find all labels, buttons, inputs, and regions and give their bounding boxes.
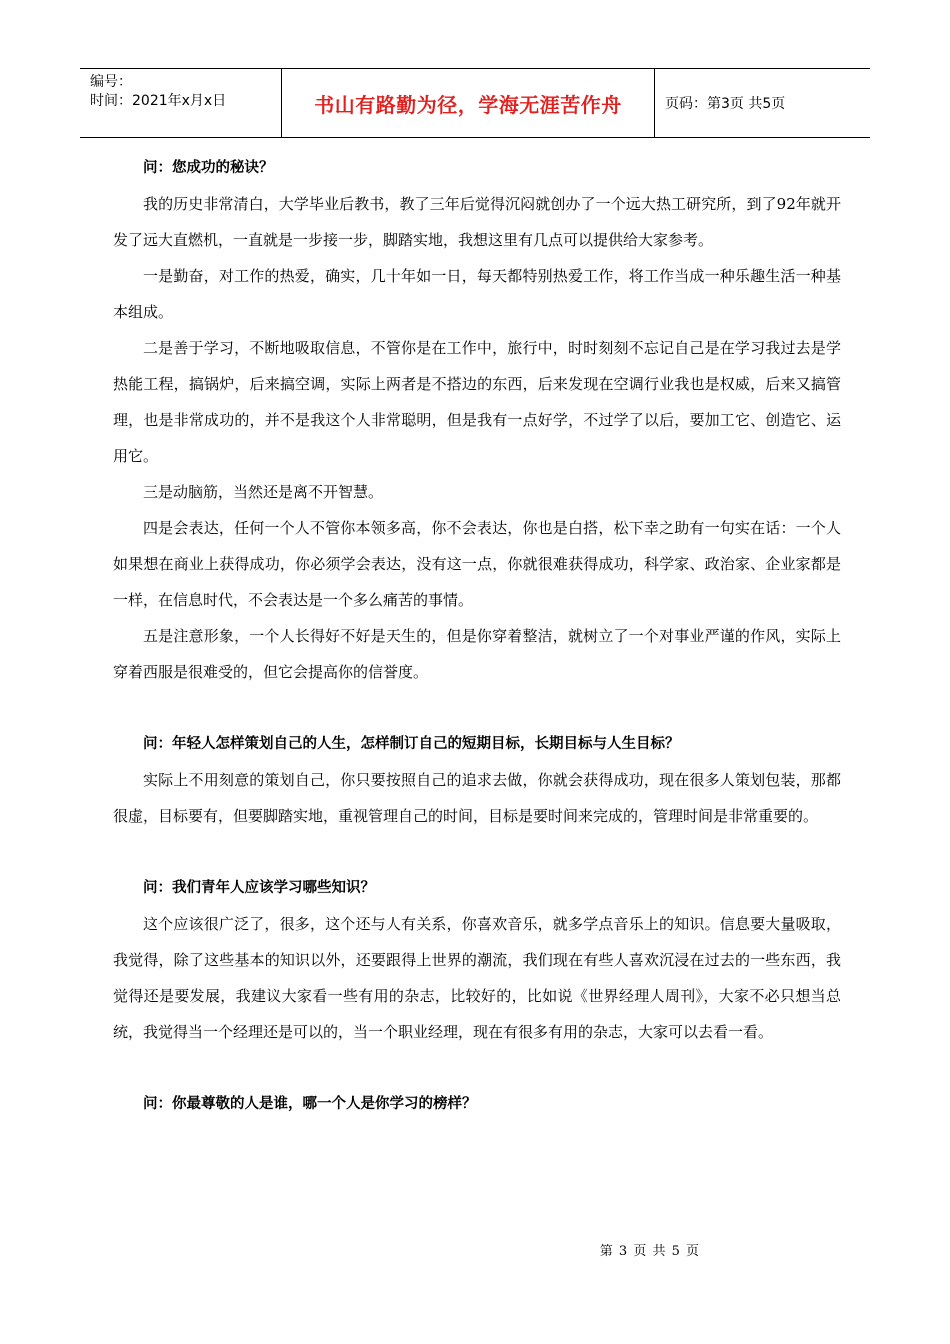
paragraph: 实际上不用刻意的策划自己，你只要按照自己的追求去做，你就会获得成功，现在很多人策划包装，那都很虚，目标要有，但要脚踏实地，重视管理自己的时间，目标是要时间来完成的，管理时间是非常重要的。 — [113, 771, 841, 825]
page-header — [80, 68, 870, 138]
number-label: 编号： — [90, 74, 132, 90]
question-3: 问：我们青年人应该学习哪些知识？ — [143, 880, 375, 896]
paragraph: 这个应该很广泛了，很多，这个还与人有关系，你喜欢音乐，就多学点音乐上的知识。信息要大量吸取，我觉得，除了这些基本的知识以外，还要跟得上世界的潮流，我们现在有些人喜欢沉浸在过去的一些东西，我觉得还是要发展，我建议大家看一些有用的杂志，比较好的，比如说《世界经理人周刊》，大家不必只想当总统，我觉得当一个经理还是可以的，当一个职业经理，现在有很多有用的杂志，大家可以去看一看。 — [113, 915, 841, 1041]
section-gap — [113, 1050, 841, 1086]
section-gap — [113, 690, 841, 726]
question-2: 问：年轻人怎样策划自己的人生，怎样制订自己的短期目标，长期目标与人生目标？ — [143, 736, 680, 752]
question-1: 问：您成功的秘诀？ — [143, 160, 274, 176]
document-body — [113, 150, 841, 1122]
paragraph: 三是动脑筋，当然还是离不开智慧。 — [143, 483, 384, 501]
section-gap — [113, 834, 841, 870]
page-footer: 第 3 页 共 5 页 — [599, 1244, 700, 1259]
header-page-label: 页码：第3页 共5页 — [665, 96, 786, 112]
paragraph: 一是勤奋，对工作的热爱，确实，几十年如一日，每天都特别热爱工作，将工作当成一种乐趣生活一种基本组成。 — [113, 267, 841, 321]
paragraph: 我的历史非常清白，大学毕业后教书，教了三年后觉得沉闷就创办了一个远大热工研究所，到了92年就开发了远大直燃机，一直就是一步接一步，脚踏实地，我想这里有几点可以提供给大家参考。 — [113, 195, 841, 249]
header-meta — [80, 69, 282, 137]
paragraph: 二是善于学习，不断地吸取信息，不管你是在工作中，旅行中，时时刻刻不忘记自己是在学习我过去是学热能工程，搞锅炉，后来搞空调，实际上两者是不搭边的东西，后来发现在空调行业我也是权威，后来又搞管理，也是非常成功的，并不是我这个人非常聪明，但是我有一点好学，不过学了以后，要加工它、创造它、运用它。 — [113, 339, 841, 465]
question-4: 问：你最尊敬的人是谁，哪一个人是你学习的榜样？ — [143, 1096, 477, 1112]
paragraph: 五是注意形象，一个人长得好不好是天生的，但是你穿着整洁，就树立了一个对事业严谨的作风，实际上穿着西服是很难受的，但它会提高你的信誉度。 — [113, 627, 841, 681]
header-slogan: 书山有路勤为径，学海无涯苦作舟 — [282, 69, 655, 137]
paragraph: 四是会表达，任何一个人不管你本领多高，你不会表达，你也是白搭，松下幸之助有一句实在话：一个人如果想在商业上获得成功，你必须学会表达，没有这一点，你就很难获得成功，科学家、政治家、企业家都是一样，在信息时代，不会表达是一个多么痛苦的事情。 — [113, 519, 841, 609]
time-label: 时间：2021年x月x日 — [90, 93, 227, 109]
